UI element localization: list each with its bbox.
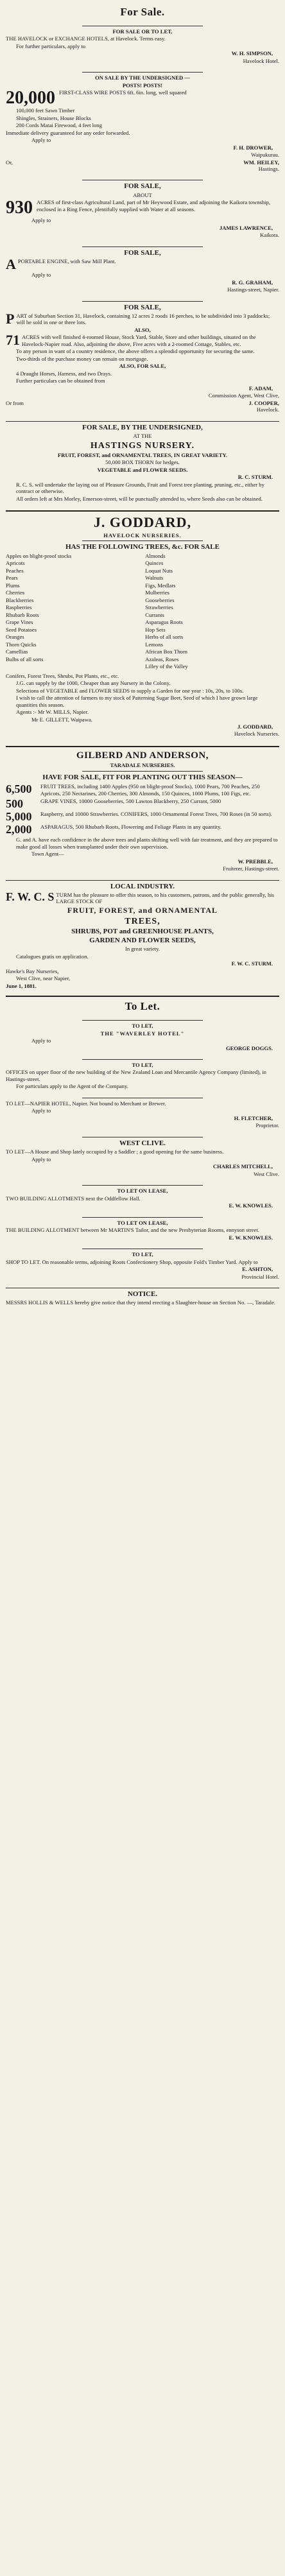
nursery-owner: GILBERD AND ANDERSON,: [76, 750, 209, 761]
nursery-name: TARADALE NURSERIES.: [110, 762, 175, 769]
ad-heading: POSTS! POSTS!: [122, 82, 163, 89]
tree-item: Figs, Medlars: [145, 582, 176, 589]
ad-address: West Clive, near Napier,: [16, 975, 71, 982]
ad-building-allotment: [6, 1213, 279, 1245]
ad-body: 200 Cords Matai Firewood, 4 feet long: [16, 122, 102, 129]
ad-heading: HAVE FOR SALE, FIT FOR PLANTING OUT THIS SEASON—: [42, 773, 243, 781]
ad-signature-place: Fruiterer, Hastings-street.: [223, 865, 279, 872]
ad-feature: FRUIT, FOREST, and ORNAMENTAL: [67, 905, 218, 915]
tree-item: Asparagus Roots: [145, 619, 183, 626]
divider: [82, 246, 202, 247]
divider: [6, 996, 279, 997]
ad-body: G. and A. have each confidence in the above trees and plants shifting well with fair treatment, and they are prepared to make good all losses when transplanted under their own supervision.: [16, 836, 278, 850]
ad-body: 4 Draught Horses, Harness, and two Drays.: [16, 370, 112, 377]
ad-signature: W. H. SIMPSON,: [231, 50, 273, 57]
ad-subheading: ALSO, FOR SALE,: [119, 363, 166, 370]
stock-description: ASPARAGUS, 500 Rhubarb Roots, Flowering and Foliage Plants in any quantity.: [40, 824, 222, 831]
ad-apply: Apply to: [31, 217, 51, 224]
ad-body: For particulars apply to the Agent of the Company.: [16, 1083, 128, 1090]
ad-agents: Agents :- Mr W. MILLS, Napier.: [16, 709, 89, 716]
tree-list-left: [6, 553, 140, 671]
stock-quantity: 2,000: [6, 823, 32, 836]
ad-signature: F. W. C. STURM.: [231, 960, 273, 967]
ad-apply: Apply to: [31, 1155, 51, 1163]
ad-signature-place: Hastings-street, Napier.: [227, 286, 279, 293]
ad-west-clive: [6, 1133, 279, 1181]
ad-body: MESSRS HOLLIS & WELLS hereby give notice that they intend erecting a Slaughter-house on Section No. —, Taradale.: [6, 1299, 275, 1306]
ad-body: TWO BUILDING ALLOTMENTS next the Oddfellow Hall.: [6, 1195, 141, 1202]
ad-signature: GEORGE DOGGS.: [225, 1044, 273, 1051]
stock-row: [6, 811, 279, 822]
ad-heading: FOR SALE OR TO LET,: [112, 28, 173, 35]
ad-body: 100,000 feet Sawn Timber: [16, 107, 75, 114]
ad-napier-hotel: [6, 1094, 279, 1133]
ad-signature: J. COOPER,: [248, 399, 279, 406]
ad-heading: NOTICE.: [127, 1290, 158, 1299]
section-title: For Sale.: [120, 6, 165, 18]
stock-quantity: 5,000: [6, 810, 32, 824]
tree-item: Seed Potatoes: [6, 626, 37, 633]
divider: [82, 1217, 202, 1218]
tree-list: [6, 553, 279, 671]
tree-item: Currants: [145, 611, 164, 618]
ad-signature: H. FLETCHER,: [234, 1114, 273, 1121]
drop-cap: F. W. C. S: [6, 890, 55, 903]
tree-item: Blackberries: [6, 596, 34, 603]
ad-heading: FOR SALE, BY THE UNDERSIGNED,: [82, 423, 203, 431]
ad-body: Shingles, Strainers, House Blocks: [16, 114, 91, 121]
tree-item: Quinces: [145, 560, 164, 567]
ad-apply: Apply to: [31, 272, 51, 279]
tree-item: Azaleas, Roses: [145, 655, 179, 662]
nursery-name: HAVELOCK NURSERIES.: [103, 532, 182, 539]
ad-shop: [6, 1245, 279, 1284]
divider: [82, 1059, 202, 1060]
ad-heading: TO LET,: [132, 1251, 153, 1258]
ad-heading: TO LET ON LEASE,: [117, 1219, 168, 1226]
divider: [6, 880, 279, 881]
tree-item: Apples on blight-proof stocks: [6, 552, 72, 559]
tree-item: Almonds: [145, 552, 166, 559]
drop-cap: 71: [6, 332, 20, 349]
divider: [82, 1185, 202, 1186]
tree-item: Camellias: [6, 648, 28, 655]
ad-body: Selections of VEGETABLE and FLOWER SEEDS to supply a Garden for one year : 10s, 20s, to 100s.: [16, 687, 244, 694]
ad-at: AT THE: [133, 433, 152, 440]
ad-apply: Apply to: [31, 1107, 51, 1114]
ad-offices: [6, 1055, 279, 1094]
stock-description: Raspberry, and 10000 Strawberries. CONIFERS, 1000 Ornamental Forest Trees, 700 Roses (in 50 sorts).: [40, 811, 272, 818]
ad-signature: CHARLES MITCHELL,: [212, 1163, 273, 1170]
ad-body: For further particulars, apply to: [16, 42, 86, 49]
tree-item: Bulbs of all sorts: [6, 655, 44, 662]
tree-item: Grape Vines: [6, 619, 33, 626]
ad-body: PORTABLE ENGINE, with Saw Mill Plant.: [17, 258, 116, 265]
drop-cap: P: [6, 310, 15, 327]
ad-heading: TO LET,: [132, 1023, 153, 1030]
ad-signature-place: Proprietor.: [255, 1122, 279, 1129]
ad-portable-engine: [6, 243, 279, 297]
ad-signature: W. PREBBLE,: [238, 858, 273, 865]
ad-suburban-section: [6, 297, 279, 417]
ad-body: FRUIT, FOREST, and ORNAMENTAL TREES, IN GREAT VARIETY.: [57, 451, 228, 458]
ad-agricultural-land: [6, 176, 279, 242]
ad-hastings-nursery: [6, 417, 279, 506]
ad-body: THE BUILDING ALLOTMENT between Mr MARTIN'S Tailor, and the new Presbyterian Rooms, ennyson street.: [6, 1227, 260, 1234]
quantity-number: 20,000: [6, 88, 55, 108]
stock-description: FRUIT TREES, including 1400 Apples (950 on blight-proof Stocks), 1000 Pears, 700 Peaches, 250 Apricots, 250 Nectarines, 200 Cherries, 300 Almonds, 150 Quinces, 1000 Plums, 100 Figs, etc.: [40, 783, 260, 797]
tree-item: Plums: [6, 582, 20, 589]
ad-or: Or from: [6, 399, 24, 406]
ad-signature-place: Kaikora.: [260, 232, 279, 239]
ad-feature: TREES,: [125, 916, 160, 926]
ad-notice: [6, 1284, 279, 1310]
tree-item: African Box Thorn: [145, 648, 187, 655]
ad-signature: F. H. DROWER,: [233, 144, 273, 151]
ad-taradale-nurseries: [6, 741, 279, 876]
ad-body: THE HAVELOCK or EXCHANGE HOTELS, at Havelock. Terms easy.: [6, 35, 166, 42]
ad-signature-place: Havelock Hotel.: [243, 57, 279, 64]
ad-body: Immediate delivery guaranteed for any order forwarded.: [6, 129, 130, 136]
ad-wire-posts: [6, 68, 279, 176]
tree-item: Thorn Quicks: [6, 641, 37, 648]
stock-row: [6, 824, 279, 835]
tree-item: Rhubarb Roots: [6, 611, 39, 618]
divider: [82, 72, 202, 73]
tree-item: Apricots: [6, 560, 25, 567]
ad-body: ART of Suburban Section 31, Havelock, containing 12 acres 2 roods 16 perches, to be subdivided into 3 paddocks; will be sold in one or three lots.: [16, 312, 270, 326]
quantity-number: 930: [6, 198, 33, 218]
ad-feature: GARDEN AND FLOWER SEEDS,: [89, 937, 196, 945]
ad-heading: TO LET ON LEASE,: [117, 1188, 168, 1195]
tree-item: Lilley of the Valley: [145, 663, 188, 670]
nursery-owner: J. GODDARD,: [93, 514, 192, 531]
ad-body: Catalogues gratis on application.: [16, 953, 89, 960]
ad-signature: E. W. KNOWLES.: [229, 1234, 273, 1241]
stock-quantity: 6,500: [6, 782, 32, 796]
ad-body: VEGETABLE and FLOWER SEEDS.: [97, 466, 188, 473]
ad-heading: LOCAL INDUSTRY.: [110, 882, 175, 890]
tree-item: Oranges: [6, 634, 24, 641]
ad-body: All orders left at Mrs Morley, Emerson-street, will be punctually attended to, where Seeds also can be obtained.: [16, 495, 263, 502]
divider: [82, 1020, 202, 1021]
ad-feature: In great variety.: [125, 946, 160, 953]
ad-signature-place: Havelock.: [256, 406, 279, 413]
tree-item: Mulberries: [145, 589, 169, 596]
divider: [82, 301, 202, 302]
tree-list-right: [145, 553, 279, 671]
ad-havelock-hotels: [6, 22, 279, 68]
stock-description: GRAPE VINES, 10000 Gooseberries, 500 Lawton Blackberry, 250 Currant, 5000: [40, 798, 221, 805]
ad-address: Hawke's Bay Nurseries,: [6, 967, 59, 974]
tree-item: Peaches: [6, 567, 24, 574]
ad-signature: R. C. STURM.: [238, 474, 273, 481]
ad-body: ACRES with well finished 4-roomed House, Stock Yard, Stable, Store and other buildings, situated on the Havelock-Napier road. Also, adjoining the above, Five acres with a 2-roomed Cottage, Stables, etc.: [22, 334, 256, 347]
tree-item: Loquat Nuts: [145, 567, 173, 574]
divider: [6, 421, 279, 422]
ad-signature: E. W. KNOWLES.: [229, 1202, 273, 1209]
ad-agents: Mr E. GILLETT, Waipawa.: [31, 716, 92, 723]
nursery-name: HASTINGS NURSERY.: [90, 440, 195, 451]
ad-signature-place: Waipukurau.: [251, 151, 279, 159]
ad-signature-place: Havelock Nurseries.: [234, 730, 279, 738]
ad-body: OFFICES on upper floor of the new building of the New Zealand Loan and Mercantile Agency Company (limited), in Hastings-street.: [6, 1069, 266, 1082]
ad-waverley-hotel: [6, 1016, 279, 1055]
ad-signature: R. G. GRAHAM,: [232, 279, 273, 286]
ad-signature: J. GODDARD,: [237, 723, 273, 730]
tree-item: Herbs of all sorts: [145, 634, 184, 641]
ad-body: TO LET—A House and Shop lately occupied by a Saddler ; a good opening for the same business.: [6, 1148, 224, 1155]
ad-signature: WM. HEILEY,: [243, 159, 279, 166]
section-title: To Let.: [125, 1000, 160, 1013]
ad-signature: F. ADAM,: [248, 385, 273, 392]
ad-signature-place: West Clive.: [254, 1170, 279, 1177]
stock-row: [6, 783, 279, 797]
divider: [6, 746, 279, 747]
ad-feature: SHRUBS, POT and GREENHOUSE PLANTS,: [71, 927, 214, 935]
ad-local-industry: [6, 876, 279, 994]
ad-heading: TO LET,: [132, 1062, 153, 1068]
tree-item: Raspberries: [6, 604, 32, 611]
tree-item: Strawberries: [145, 604, 173, 611]
ad-body: To any person in want of a country residence, the above offers a splendid opportunity for securing the same.: [16, 348, 255, 355]
ad-or: Or,: [6, 159, 13, 166]
ad-apply: Apply to: [31, 1037, 51, 1044]
ad-body: Two-thirds of the purchase money can remain on mortgage.: [16, 355, 148, 362]
ad-subheading: ALSO,: [134, 326, 151, 333]
ad-body: FIRST-CLASS WIRE POSTS 6ft. 6in. long, well squared: [59, 89, 187, 96]
stock-row: [6, 798, 279, 809]
ad-body: TO LET—NAPIER HOTEL, Napier. Not bound to Merchant or Brewer.: [6, 1100, 166, 1107]
divider: [82, 540, 202, 541]
stock-quantity: 500: [6, 797, 23, 811]
ad-body: Further particulars can be obtained from: [16, 377, 105, 385]
ad-signature: E. ASHTON,: [242, 1266, 273, 1273]
ad-heading: FOR SALE,: [124, 182, 161, 191]
ad-agent: Town Agent—: [31, 851, 64, 858]
ad-body: R. C. S. will undertake the laying out of Pleasure Grounds, Fruit and Forest tree planting, pruning, etc., either by contract or otherwise.: [16, 481, 264, 495]
stock-rows: [6, 783, 279, 835]
ad-signature-place: Hastings.: [258, 166, 279, 172]
ad-havelock-nurseries: [6, 506, 279, 741]
ad-body: TURM has the pleasure to offer this season, to his customers, patrons, and the public generally, his LARGE STOCK OF: [56, 891, 274, 905]
ad-heading: FOR SALE,: [124, 303, 161, 311]
ad-about: ABOUT: [133, 191, 152, 198]
ad-date: June 1, 1881.: [6, 982, 37, 989]
ad-body: THE "WAVERLEY HOTEL": [100, 1030, 185, 1037]
ad-body: J.G. can supply by the 1000, Cheaper than any Nursery in the Colony.: [16, 680, 171, 687]
ad-body: 50,000 BOX THORN for hedges.: [105, 459, 180, 466]
ad-heading: ON SALE BY THE UNDERSIGNED —: [95, 74, 190, 82]
ad-signature: JAMES LAWRENCE,: [219, 224, 273, 231]
divider: [6, 510, 279, 512]
ad-body: SHOP TO LET. On reasonable terms, adjoining Roots Confectionery Shop, opposite Fold's Timber Yard. Apply to: [6, 1258, 258, 1265]
tree-item: Walnuts: [145, 575, 164, 582]
ad-heading: WEST CLIVE.: [119, 1139, 166, 1147]
tree-item: Gooseberries: [145, 596, 175, 603]
ad-apply: Apply to: [31, 137, 51, 144]
tree-item: Cherries: [6, 589, 25, 596]
ad-body: ACRES of first-class Agricultural Land, part of Mr Heywood Estate, and adjoining the Kaikora township, enclosed in a Ring Fence, plentifully supplied with Water at all seasons.: [37, 199, 270, 212]
divider: [82, 771, 202, 772]
tree-item: Lemons: [145, 641, 163, 648]
tree-item: Hop Sets: [145, 626, 166, 633]
ad-signature-place: Commission Agent, West Clive,: [208, 392, 279, 399]
tree-item: Pears: [6, 575, 18, 582]
ad-signature-place: Provincial Hotel.: [241, 1273, 279, 1280]
ad-heading: HAS THE FOLLOWING TREES, &c. FOR SALE: [65, 543, 220, 551]
ad-heading: FOR SALE,: [124, 248, 161, 257]
ad-body: Conifers, Forest Trees, Shrubs, Pot Plants, etc., etc.: [6, 672, 119, 679]
ad-body: I wish to call the attention of farmers to my stock of Patterning Sugar Beet, Seed of which I have grown large quantities this season.: [16, 695, 258, 708]
ad-building-allotments: [6, 1181, 279, 1213]
drop-cap: A: [6, 256, 16, 273]
